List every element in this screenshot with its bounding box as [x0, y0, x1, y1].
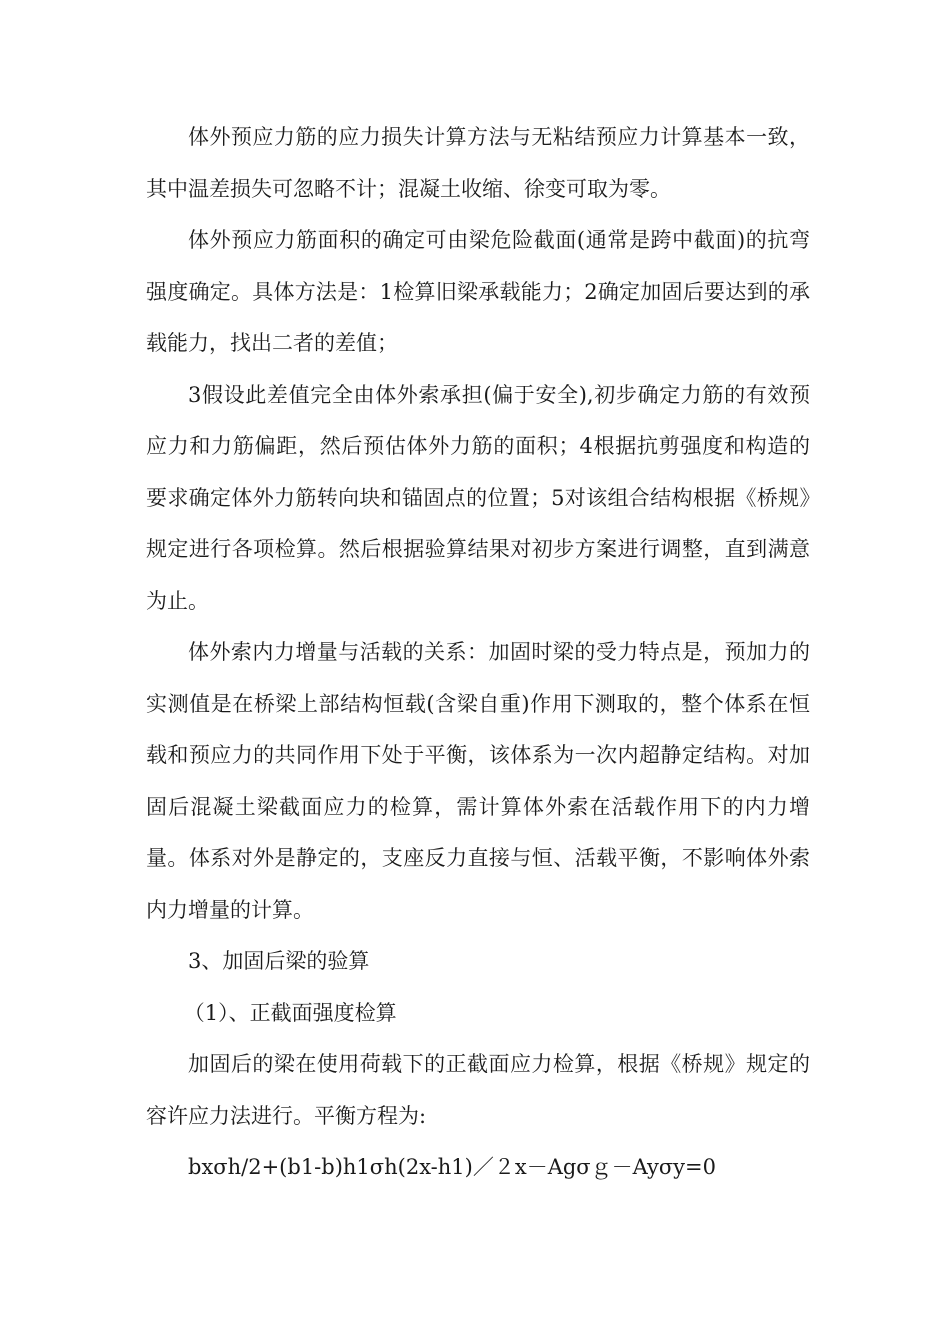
document-body	[146, 112, 810, 1194]
paragraph-prestress-loss: 体外预应力筋的应力损失计算方法与无粘结预应力计算基本一致，其中温差损失可忽略不计；混凝土收缩、徐变可取为零。	[146, 125, 810, 201]
paragraph-stress-check: 加固后的梁在使用荷载下的正截面应力检算，根据《桥规》规定的容许应力法进行。平衡方程为:	[146, 1052, 810, 1128]
subsection-heading-normal-section: （1）、正截面强度检算	[183, 1000, 397, 1025]
section-heading-verification: 3、加固后梁的验算	[188, 949, 370, 973]
paragraph-tendon-area: 体外预应力筋面积的确定可由梁危险截面(通常是跨中截面)的抗弯强度确定。具体方法是：1检算旧梁承载能力；2确定加固后要达到的承载能力，找出二者的差值；	[146, 228, 810, 355]
paragraph-design-steps: 3假设此差值完全由体外索承担(偏于安全),初步确定力筋的有效预应力和力筋偏距，然后预估体外力筋的面积；4根据抗剪强度和构造的要求确定体外力筋转向块和锚固点的位置；5对该组合结构根据《桥规》规定进行各项检算。然后根据验算结果对初步方案进行调整，直到满意为止。	[146, 382, 810, 613]
paragraph-live-load-relation: 体外索内力增量与活载的关系：加固时梁的受力特点是，预加力的实测值是在桥梁上部结构恒载(含梁自重)作用下测取的，整个体系在恒载和预应力的共同作用下处于平衡，该体系为一次内超静定结构。对加固后混凝土梁截面应力的检算，需计算体外索在活载作用下的内力增量。体系对外是静定的，支座反力直接与恒、活载平衡，不影响体外索内力增量的计算。	[146, 640, 810, 922]
equilibrium-equation: bxσh/2+(b1-b)h1σh(2x-h1)／２x－Agσｇ－Ayσy=0	[188, 1155, 716, 1179]
